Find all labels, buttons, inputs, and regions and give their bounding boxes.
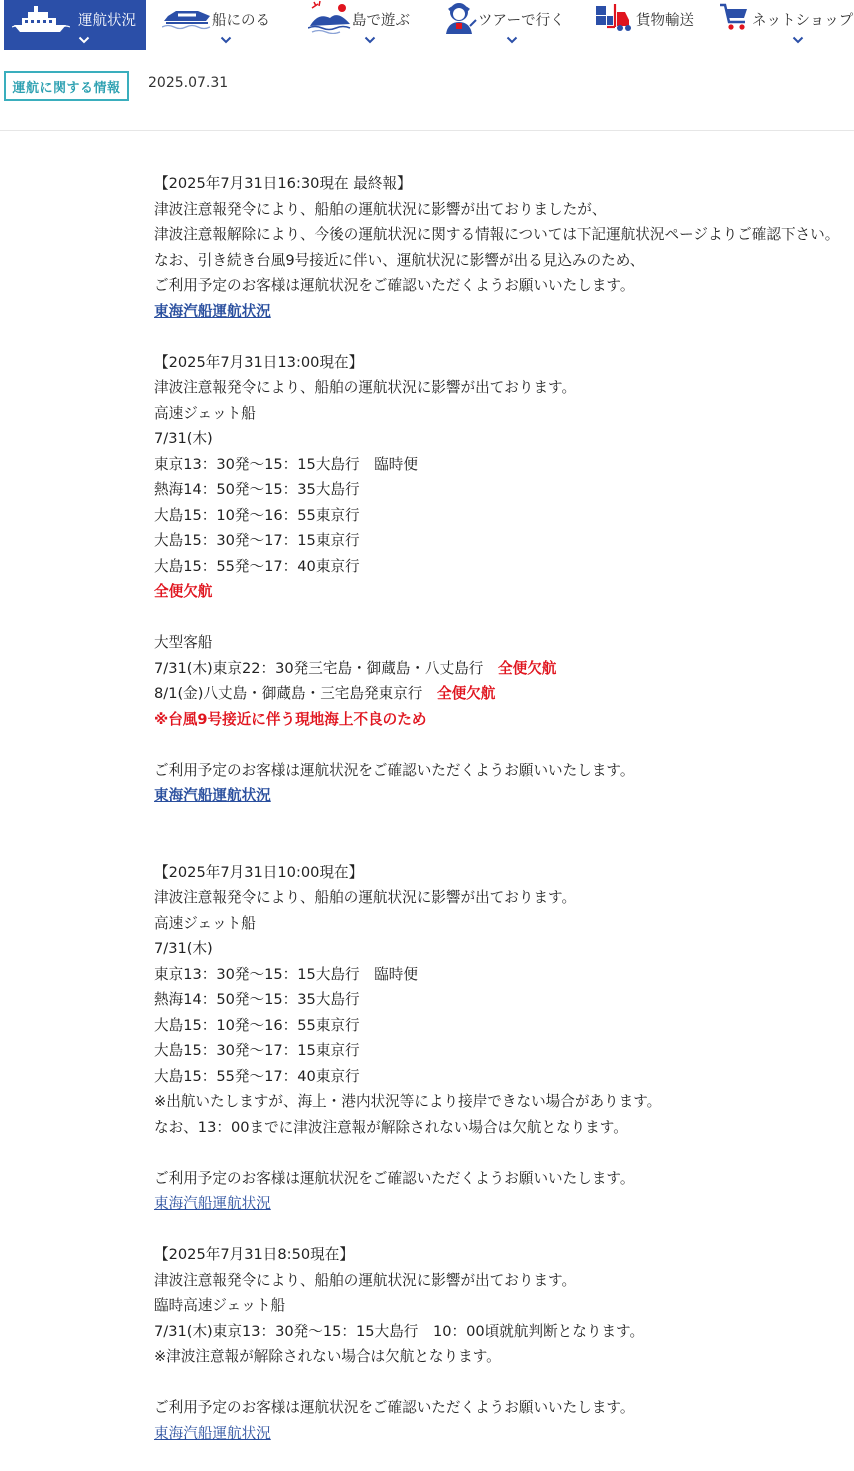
route-line: 大島15：55発～17：40東京行 bbox=[154, 557, 360, 575]
spacer bbox=[154, 834, 844, 860]
spacer bbox=[154, 732, 844, 758]
operation-status-link[interactable]: 東海汽船運航状況 bbox=[154, 787, 271, 804]
chevron-down-icon bbox=[506, 29, 518, 48]
notice-text: 津波注意報発令により、船舶の運航状況に影響が出ております。 bbox=[154, 379, 577, 396]
operation-status-link[interactable]: 東海汽船運航状況 bbox=[154, 1424, 271, 1442]
notice-note: ※出航いたしますが、海上・港内状況等により接岸できない場合があります。 bbox=[154, 1093, 662, 1110]
spacer bbox=[154, 809, 844, 835]
route-line: 7/31(木)東京13：30発～15：15大島行 10：00頃就航判断となります。 bbox=[154, 1322, 645, 1340]
nav-item-tour[interactable] bbox=[438, 0, 586, 50]
notice-heading: 【2025年7月31日13:00現在】 bbox=[154, 353, 364, 371]
vessel-type: 臨時高速ジェット船 bbox=[154, 1297, 286, 1314]
route-line bbox=[154, 656, 844, 682]
route-line: 大島15：10発～16：55東京行 bbox=[154, 506, 360, 524]
vessel-type: 高速ジェット船 bbox=[154, 914, 256, 932]
nav-label-island-play: 島で遊ぶ bbox=[352, 13, 410, 29]
chevron-down-icon bbox=[78, 29, 90, 48]
notice-heading: 【2025年7月31日16:30現在 最終報】 bbox=[154, 175, 412, 192]
spacer bbox=[154, 1217, 844, 1243]
nav-label-tour: ツアーで行く bbox=[478, 13, 565, 29]
notice-1630 bbox=[154, 171, 844, 350]
nav-label-board-ship: 船にのる bbox=[212, 13, 270, 29]
cart-icon bbox=[718, 2, 750, 36]
notice-text: 津波注意報発令により、船舶の運航状況に影響が出ておりましたが、 bbox=[154, 200, 607, 218]
route-line: 熱海14：50発～15：35大島行 bbox=[154, 481, 360, 498]
jetfoil-icon bbox=[162, 6, 212, 34]
operation-status-link[interactable]: 東海汽船運航状況 bbox=[154, 1195, 271, 1212]
nav-item-board-ship[interactable] bbox=[158, 0, 298, 50]
route-line: 東京13：30発～15：15大島行 臨時便 bbox=[154, 455, 418, 473]
notice-text: ご利用予定のお客様は運航状況をご確認いただくようお願いいたします。 bbox=[154, 277, 635, 294]
article-body bbox=[154, 171, 844, 1446]
route-line: 東京13：30発～15：15大島行 臨時便 bbox=[154, 965, 418, 983]
route-line: 大島15：55発～17：40東京行 bbox=[154, 1067, 360, 1085]
nav-label-cargo: 貨物輸送 bbox=[636, 13, 694, 29]
category-tag: 運航に関する情報 bbox=[4, 71, 129, 101]
notice-1000 bbox=[154, 860, 844, 1243]
route-text: 8/1(金)八丈島・御蔵島・三宅島発東京行 bbox=[154, 685, 437, 702]
notice-text: ご利用予定のお客様は運航状況をご確認いただくようお願いいたします。 bbox=[154, 1399, 635, 1416]
route-line: 大島15：10発～16：55東京行 bbox=[154, 1016, 360, 1034]
route-text: 7/31(木)東京22：30発三宅島・御蔵島・八丈島行 bbox=[154, 659, 498, 677]
vessel-type: 大型客船 bbox=[154, 634, 213, 651]
cancel-status: 全便欠航 bbox=[154, 583, 213, 600]
operation-status-link[interactable]: 東海汽船運航状況 bbox=[154, 302, 271, 320]
route-line: 熱海14：50発～15：35大島行 bbox=[154, 991, 360, 1008]
nav-item-net-shop[interactable] bbox=[716, 0, 854, 50]
route-line bbox=[154, 681, 844, 707]
service-date: 7/31(木) bbox=[154, 430, 213, 447]
spacer bbox=[154, 1140, 844, 1166]
cancel-reason: ※台風9号接近に伴う現地海上不良のため bbox=[154, 710, 427, 728]
nav-item-island-play[interactable] bbox=[306, 0, 432, 50]
notice-text: なお、引き続き台風9号接近に伴い、運航状況に影響が出る見込みのため、 bbox=[154, 251, 645, 269]
vessel-type: 高速ジェット船 bbox=[154, 404, 256, 422]
spacer bbox=[154, 324, 844, 350]
forklift-icon bbox=[595, 2, 633, 36]
route-line: 大島15：30発～17：15東京行 bbox=[154, 1042, 360, 1059]
ship-icon bbox=[12, 5, 70, 37]
notice-heading: 【2025年7月31日10:00現在】 bbox=[154, 863, 364, 881]
tour-guide-icon bbox=[440, 0, 478, 40]
nav-item-cargo[interactable] bbox=[594, 0, 708, 50]
notice-text: ご利用予定のお客様は運航状況をご確認いただくようお願いいたします。 bbox=[154, 1169, 635, 1187]
notice-text: 津波注意報発令により、船舶の運航状況に影響が出ております。 bbox=[154, 1271, 577, 1289]
notice-text: 津波注意報発令により、船舶の運航状況に影響が出ております。 bbox=[154, 889, 577, 906]
chevron-down-icon bbox=[220, 29, 232, 48]
service-date: 7/31(木) bbox=[154, 940, 213, 957]
nav-item-operation-status[interactable] bbox=[4, 0, 146, 50]
notice-heading: 【2025年7月31日8:50現在】 bbox=[154, 1246, 354, 1263]
spacer bbox=[154, 1370, 844, 1396]
nav-label-operation-status: 運航状況 bbox=[78, 13, 136, 29]
route-line: 大島15：30発～17：15東京行 bbox=[154, 532, 360, 549]
divider bbox=[0, 130, 854, 131]
cancel-status: 全便欠航 bbox=[436, 685, 496, 702]
notice-1300 bbox=[154, 350, 844, 860]
nav-label-net-shop: ネットショップ bbox=[752, 13, 854, 29]
post-date: 2025.07.31 bbox=[148, 75, 229, 91]
notice-text: ご利用予定のお客様は運航状況をご確認いただくようお願いいたします。 bbox=[154, 761, 635, 779]
notice-0850 bbox=[154, 1242, 844, 1446]
notice-text: 津波注意報解除により、今後の運航状況に関する情報については下記運航状況ページよりご確認下さい。 bbox=[154, 226, 840, 243]
spacer bbox=[154, 605, 844, 631]
chevron-down-icon bbox=[792, 29, 804, 48]
cancel-status: 全便欠航 bbox=[498, 659, 557, 677]
notice-note: なお、13：00までに津波注意報が解除されない場合は欠航となります。 bbox=[154, 1118, 628, 1136]
notice-note: ※津波注意報が解除されない場合は欠航となります。 bbox=[154, 1348, 501, 1365]
island-icon bbox=[308, 0, 352, 38]
chevron-down-icon bbox=[364, 29, 376, 48]
global-nav bbox=[0, 0, 854, 50]
